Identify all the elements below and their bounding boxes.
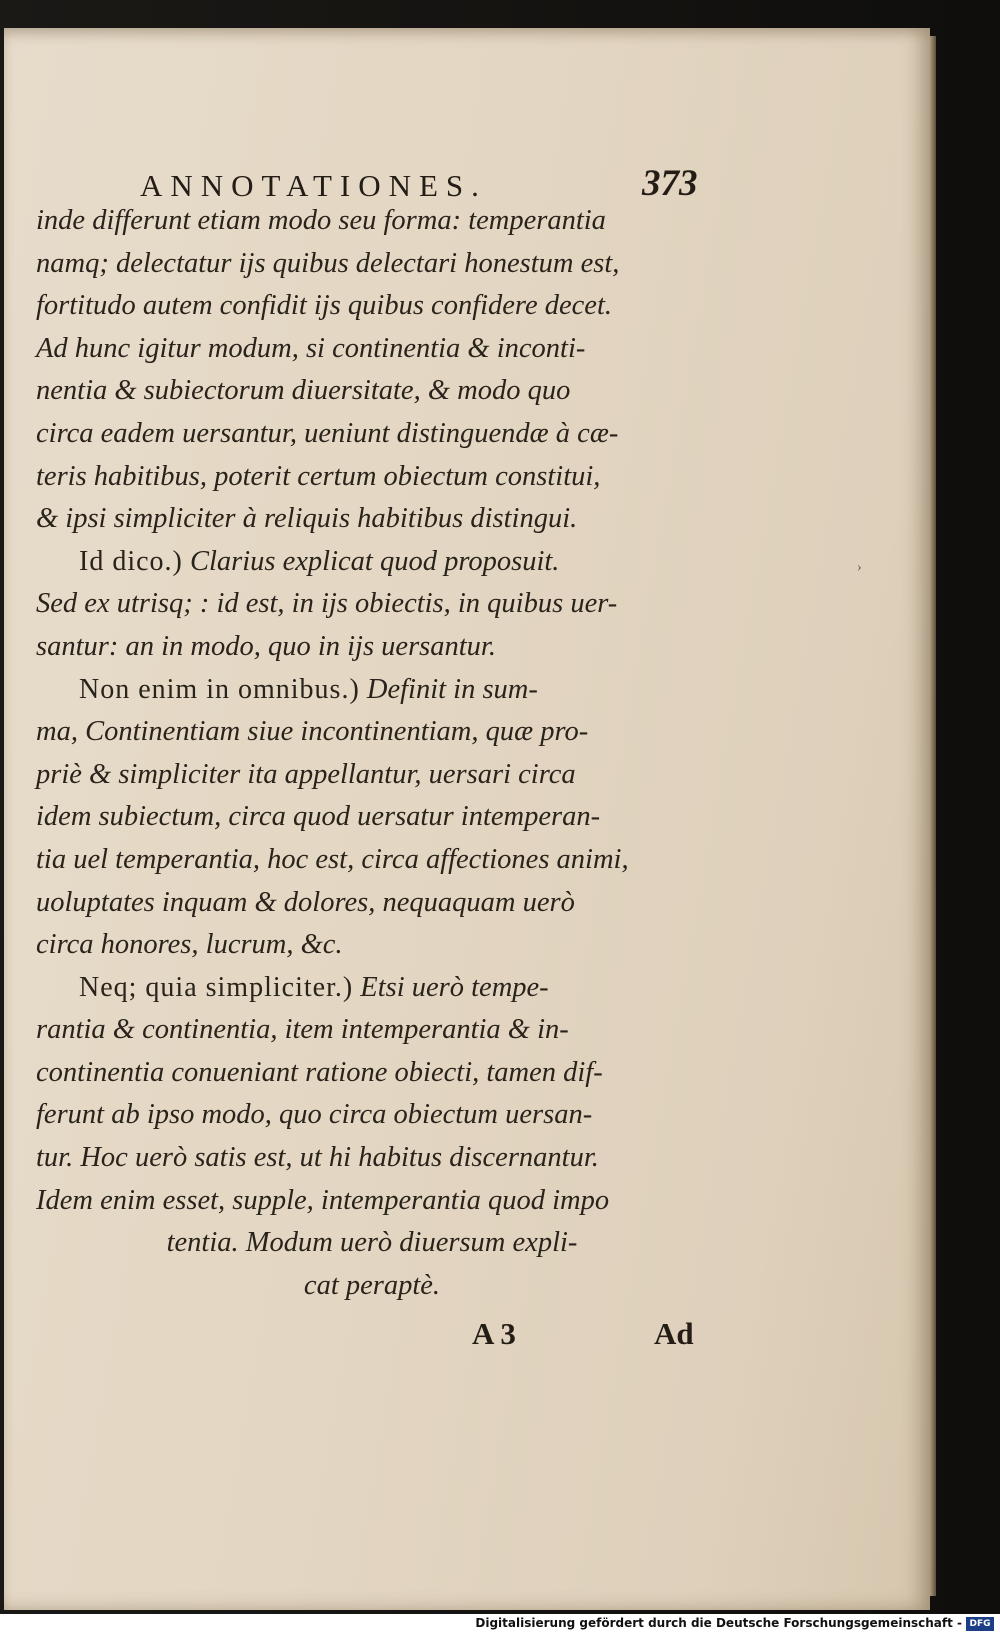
centered-line: tentia. Modum uerò diuersum expli- — [166, 1227, 578, 1259]
text-line: teris habitibus, poterit certum obiectum constitui, — [36, 460, 601, 492]
page-edge — [930, 36, 936, 1596]
text-line: nentia & subiectorum diuersitate, & modo quo — [36, 375, 571, 407]
paragraph-2-first-line — [36, 541, 708, 584]
paragraph-4-first-line — [36, 967, 708, 1010]
text-line: uoluptates inquam & dolores, nequaquam uerò — [36, 886, 575, 918]
lemma: Id dico.) — [79, 545, 183, 577]
text-line: circa honores, lucrum, &c. — [36, 929, 343, 961]
paragraph-3-first-line — [36, 669, 708, 712]
text-line: continentia conueniant ratione obiecti, tamen dif- — [36, 1056, 603, 1088]
lemma-commentary: Etsi uerò tempe- — [353, 971, 549, 1003]
lemma: Non enim in omnibus.) — [79, 673, 360, 705]
text-line: ma, Continentiam siue incontinentiam, quæ pro- — [36, 716, 589, 748]
text-line: tur. Hoc uerò satis est, ut hi habitus discernantur. — [36, 1142, 599, 1174]
running-head: ANNOTATIONES. — [140, 168, 487, 203]
margin-mark: › — [857, 560, 862, 575]
text-line: circa eadem uersantur, ueniunt distinguendæ à cæ- — [36, 417, 619, 449]
centered-line: cat peraptè. — [303, 1269, 441, 1301]
lemma-commentary: Definit in sum- — [359, 673, 538, 705]
funding-credit: Digitalisierung gefördert durch die Deutsche Forschungsgemeinschaft - — [475, 1616, 962, 1630]
lemma: Neq; quia simpliciter.) — [79, 971, 354, 1003]
text-line: Ad hunc igitur modum, si continentia & inconti- — [36, 332, 586, 364]
dfg-logo: DFG — [966, 1617, 994, 1631]
text-line: namq; delectatur ijs quibus delectari honestum est, — [36, 247, 620, 279]
text-line: ferunt ab ipso modo, quo circa obiectum uersan- — [36, 1099, 593, 1131]
text-line: santur: an in modo, quo in ijs uersantur. — [36, 630, 496, 662]
text-line: rantia & continentia, item intemperantia & in- — [36, 1014, 569, 1046]
text-line: priè & simpliciter ita appellantur, uersari circa — [36, 758, 576, 790]
credit-bar — [0, 1614, 1000, 1635]
catchword: Ad — [654, 1316, 694, 1351]
text-line: fortitudo autem confidit ijs quibus confidere decet. — [36, 290, 612, 322]
text-line: Sed ex utrisq; : id est, in ijs obiectis, in quibus uer- — [36, 588, 618, 620]
text-line: idem subiectum, circa quod uersatur intemperan- — [36, 801, 601, 833]
text-line: Idem enim esset, supple, intemperantia quod impo — [36, 1184, 610, 1216]
text-line: & ipsi simpliciter à reliquis habitibus distingui. — [36, 503, 578, 535]
signature-mark: A 3 — [472, 1316, 516, 1351]
page-number: 373 — [642, 163, 698, 204]
text-block — [36, 200, 708, 1307]
text-line: inde differunt etiam modo seu forma: temperantia — [36, 205, 606, 236]
text-line: tia uel temperantia, hoc est, circa affectiones animi, — [36, 843, 629, 875]
lemma-commentary: Clarius explicat quod proposuit. — [182, 545, 560, 577]
